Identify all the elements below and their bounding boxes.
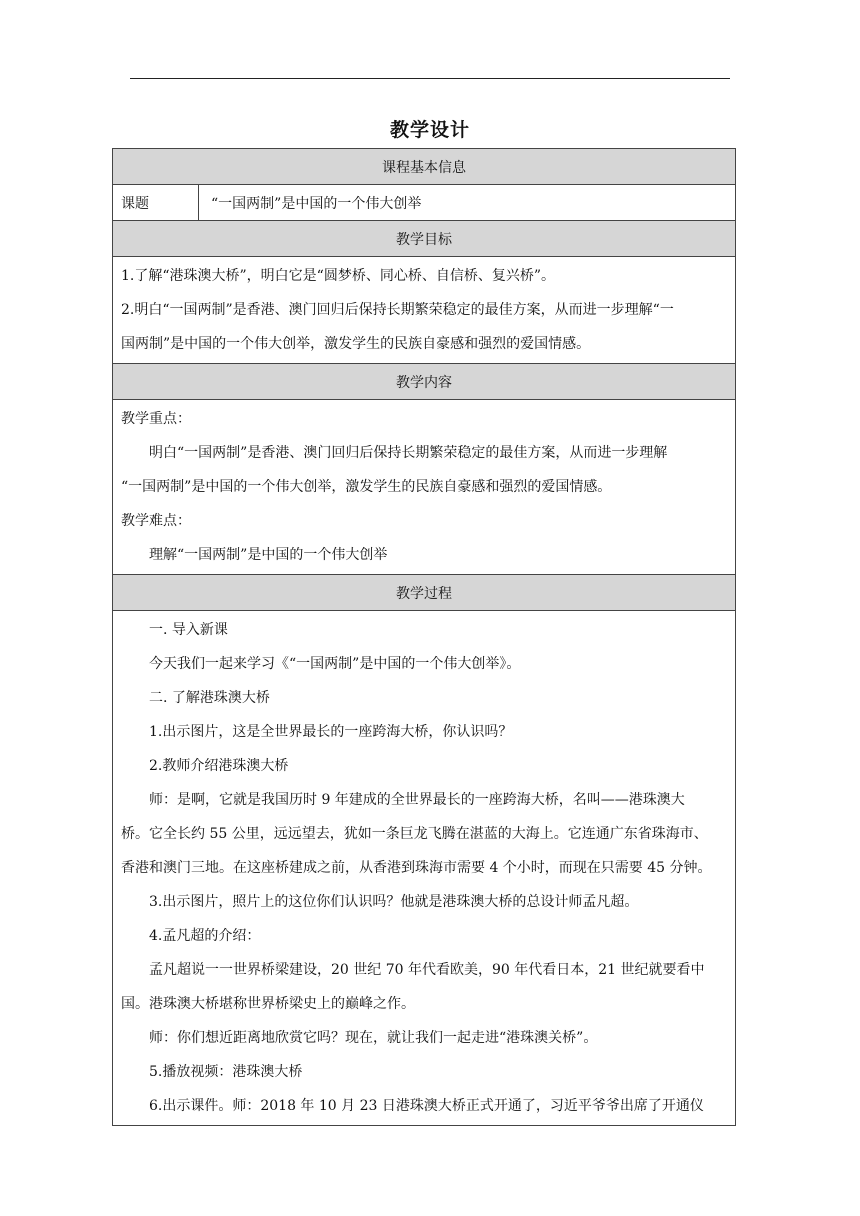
process-line: 国。港珠澳大桥堪称世界桥梁史上的巅峰之作。 — [121, 996, 415, 1012]
process-line: 6.出示课件。师：2018 年 10 月 23 日港珠澳大桥正式开通了，习近平爷爷出席了开通仪 — [149, 1098, 704, 1114]
process-header: 教学过程 — [113, 575, 736, 611]
basic-info-header: 课程基本信息 — [113, 149, 736, 185]
header-rule — [130, 78, 730, 79]
process-line: 5.播放视频：港珠澳大桥 — [149, 1064, 303, 1080]
key-points-label: 教学重点： — [121, 411, 191, 427]
process-line: 3.出示图片，照片上的这位你们认识吗？他就是港珠澳大桥的总设计师孟凡超。 — [149, 894, 639, 910]
process-line: 一. 导入新课 — [149, 622, 228, 638]
content-row — [113, 400, 736, 575]
lesson-design-table — [112, 148, 736, 1126]
process-line: 1.出示图片，这是全世界最长的一座跨海大桥，你认识吗？ — [149, 724, 513, 740]
key-points-line: “一国两制”是中国的一个伟大创举，激发学生的民族自豪感和强烈的爱国情感。 — [121, 479, 612, 495]
process-line: 孟凡超说一一世界桥梁建设，20 世纪 70 年代看欧美，90 年代看日本，21 世纪就要看中 — [149, 962, 705, 978]
objective-line: 1.了解“港珠澳大桥”，明白它是“圆梦桥、同心桥、自信桥、复兴桥”。 — [121, 268, 555, 284]
objectives-body — [113, 257, 736, 364]
process-line: 4.孟凡超的介绍： — [149, 928, 261, 944]
objective-line: 2.明白“一国两制”是香港、澳门回归后保持长期繁荣稳定的最佳方案，从而进一步理解“一 — [121, 302, 674, 318]
topic-row — [113, 185, 736, 221]
difficulty-label: 教学难点： — [121, 513, 191, 529]
key-points-line: 明白“一国两制”是香港、澳门回归后保持长期繁荣稳定的最佳方案，从而进一步理解 — [149, 445, 668, 461]
process-line: 二. 了解港珠澳大桥 — [149, 690, 270, 706]
process-line: 2.教师介绍港珠澳大桥 — [149, 758, 289, 774]
objectives-row — [113, 257, 736, 364]
process-line: 桥。它全长约 55 公里，远远望去，犹如一条巨龙飞腾在湛蓝的大海上。它连通广东省珠海市、 — [121, 826, 708, 842]
content-body — [113, 400, 736, 575]
content-header: 教学内容 — [113, 364, 736, 400]
basic-info-header-row — [113, 149, 736, 185]
topic-label: 课题 — [113, 185, 199, 221]
topic-value: “一国两制”是中国的一个伟大创举 — [199, 185, 736, 221]
process-line: 今天我们一起来学习《“一国两制”是中国的一个伟大创举》。 — [149, 656, 521, 672]
difficulty-line: 理解“一国两制”是中国的一个伟大创举 — [149, 547, 388, 563]
process-header-row — [113, 575, 736, 611]
objectives-header: 教学目标 — [113, 221, 736, 257]
process-line: 香港和澳门三地。在这座桥建成之前，从香港到珠海市需要 4 个小时，而现在只需要 45 分钟。 — [121, 860, 712, 876]
objectives-header-row — [113, 221, 736, 257]
content-header-row — [113, 364, 736, 400]
process-line: 师：你们想近距离地欣赏它吗？现在，就让我们一起走进“港珠澳关桥”。 — [149, 1030, 598, 1046]
process-row — [113, 611, 736, 1126]
document-title: 教学设计 — [389, 119, 470, 141]
process-line: 师：是啊，它就是我国历时 9 年建成的全世界最长的一座跨海大桥，名叫——港珠澳大 — [149, 792, 685, 808]
objective-line: 国两制”是中国的一个伟大创举，激发学生的民族自豪感和强烈的爱国情感。 — [121, 336, 591, 352]
process-body — [113, 611, 736, 1126]
